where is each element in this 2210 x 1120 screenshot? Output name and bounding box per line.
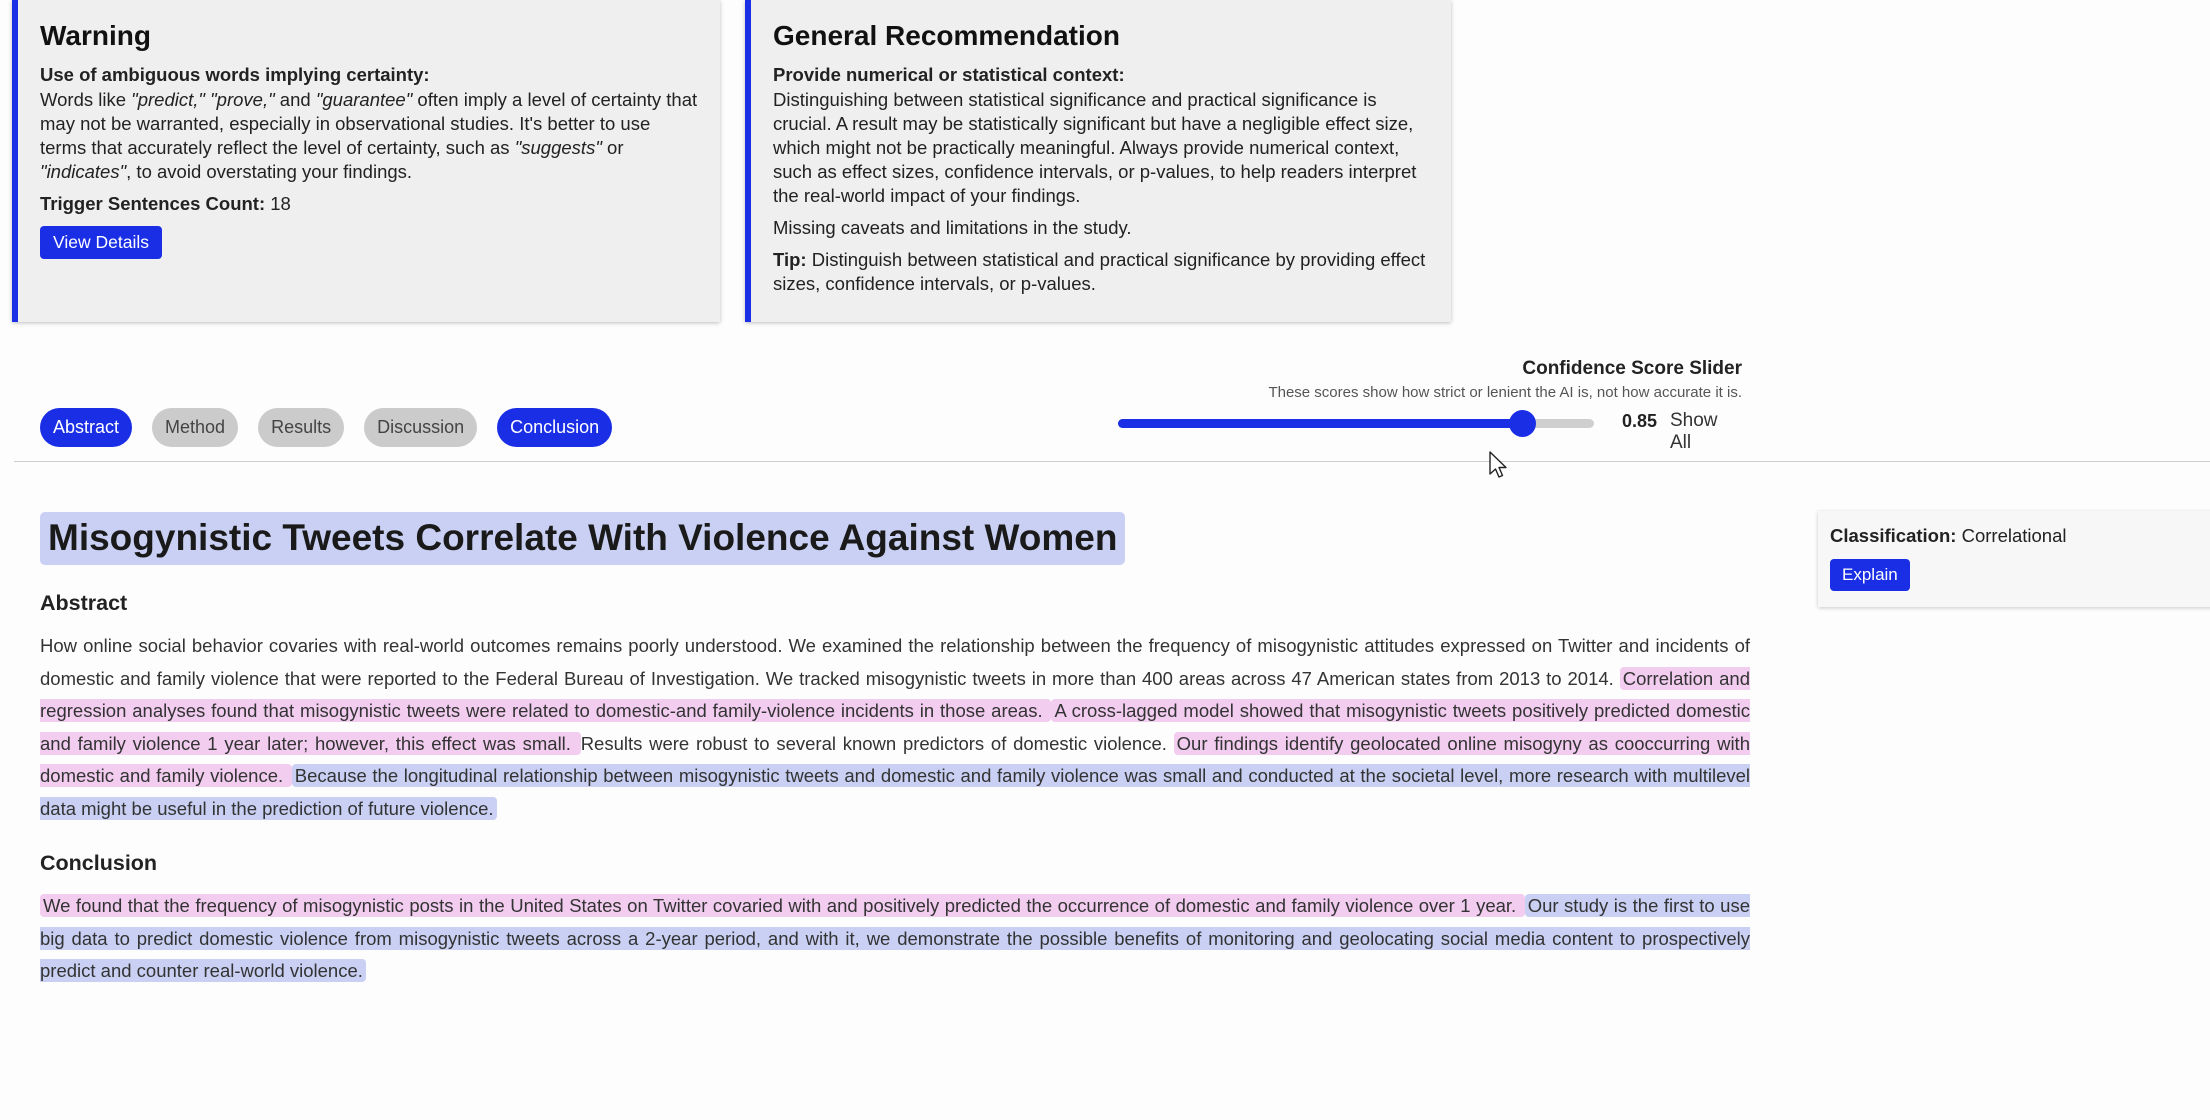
highlighted-sentence[interactable]: Our study is the first to use big data to predict domestic violence from misogynistic tweets across a 2-year period, and with it, we demonstrate the possible benefits of monitoring and geolocating social media content to prospectively predict and counter real-world violence.	[40, 895, 1750, 981]
confidence-slider-thumb[interactable]	[1509, 410, 1536, 437]
paper-content	[40, 512, 1750, 988]
highlighted-sentence[interactable]: We found that the frequency of misogynistic posts in the United States on Twitter covaried with and positively predicted the occurrence of domestic and family violence over 1 year.	[40, 894, 1525, 917]
abstract-sentence: Results were robust to several known predictors of domestic violence.	[580, 732, 1174, 754]
trigger-count-value: 18	[270, 193, 291, 214]
show-all-link[interactable]: Show All	[1670, 410, 1718, 453]
warning-card	[12, 0, 720, 322]
confidence-slider-track[interactable]	[1118, 419, 1594, 428]
tab-method[interactable]: Method	[152, 408, 238, 447]
slider-note: These scores show how strict or lenient the AI is, not how accurate it is.	[1268, 384, 1742, 401]
general-tip: Tip: Distinguish between statistical and practical significance by providing effect sizes, confidence intervals, or p-values.	[773, 249, 1426, 294]
tab-discussion[interactable]: Discussion	[364, 408, 477, 447]
abstract-sentence: How online social behavior covaries with real-world outcomes remains poorly understood. We examined the relationship between the frequency of misogynistic attitudes expressed on Twitter and incidents of domestic and family violence that were reported to the Federal Bureau of Investigation. We tracked misogynistic tweets in more than 400 areas across 47 American states from 2013 to 2014.	[40, 635, 1750, 689]
warning-subtitle: Use of ambiguous words implying certainty:	[40, 64, 430, 85]
highlighted-sentence[interactable]: Our findings identify geolocated online misogyny as cooccurring with domestic and family violence.	[40, 732, 1750, 786]
general-subtitle: Provide numerical or statistical context:	[773, 64, 1125, 85]
conclusion-heading: Conclusion	[40, 851, 158, 875]
slider-value: 0.85	[1622, 411, 1658, 431]
highlighted-sentence[interactable]: Because the longitudinal relationship between misogynistic tweets and domestic and family violence was small and conducted at the societal level, more research with multilevel data might be useful in the prediction of future violence.	[40, 765, 1751, 819]
view-details-button[interactable]: View Details	[40, 226, 162, 259]
highlighted-sentence[interactable]: A cross-lagged model showed that misogynistic tweets positively predicted domestic and family violence 1 year later; however, this effect was small.	[40, 700, 1750, 754]
highlighted-sentence[interactable]: Correlation and regression analyses found that misogynistic tweets were related to domestic-and family-violence incidents in those areas.	[40, 667, 1750, 721]
tab-results[interactable]: Results	[258, 408, 344, 447]
classification-card	[1818, 511, 2210, 607]
tab-abstract[interactable]: Abstract	[40, 408, 132, 447]
trigger-count: Trigger Sentences Count: 18	[40, 193, 291, 214]
divider	[14, 461, 2210, 462]
warning-body: Words like "predict," "prove," and "guarantee" often imply a level of certainty that may not be warranted, especially in observational studies. It's better to use terms that accurately reflect the level of certainty, such as "suggests" or "indicates", to avoid overstating your findings.	[40, 89, 698, 182]
general-recommendation-card	[745, 0, 1451, 322]
general-title: General Recommendation	[773, 20, 1120, 51]
conclusion-text	[40, 890, 1750, 988]
abstract-heading: Abstract	[40, 591, 128, 615]
missing-caveats: Missing caveats and limitations in the study.	[773, 217, 1132, 238]
classification-value: Correlational	[1961, 525, 2067, 546]
confidence-slider-panel	[1110, 358, 1742, 453]
general-body: Distinguishing between statistical significance and practical significance is crucial. A result may be statistically significant but have a negligible effect size, which might not be practically meaningful. Always provide numerical context, such as effect sizes, confidence intervals, or p-values, to help readers interpret the real-world impact of your findings.	[773, 89, 1417, 206]
section-tabs	[40, 408, 612, 447]
explain-button[interactable]: Explain	[1830, 559, 1910, 591]
slider-title: Confidence Score Slider	[1522, 358, 1742, 379]
mouse-cursor-icon	[1488, 450, 1510, 480]
paper-title: Misogynistic Tweets Correlate With Violence Against Women	[48, 517, 1118, 558]
confidence-slider-fill	[1118, 419, 1523, 428]
abstract-text	[40, 630, 1750, 825]
warning-title: Warning	[40, 20, 151, 51]
tab-conclusion[interactable]: Conclusion	[497, 408, 612, 447]
classification-line: Classification: Correlational	[1830, 525, 2067, 546]
